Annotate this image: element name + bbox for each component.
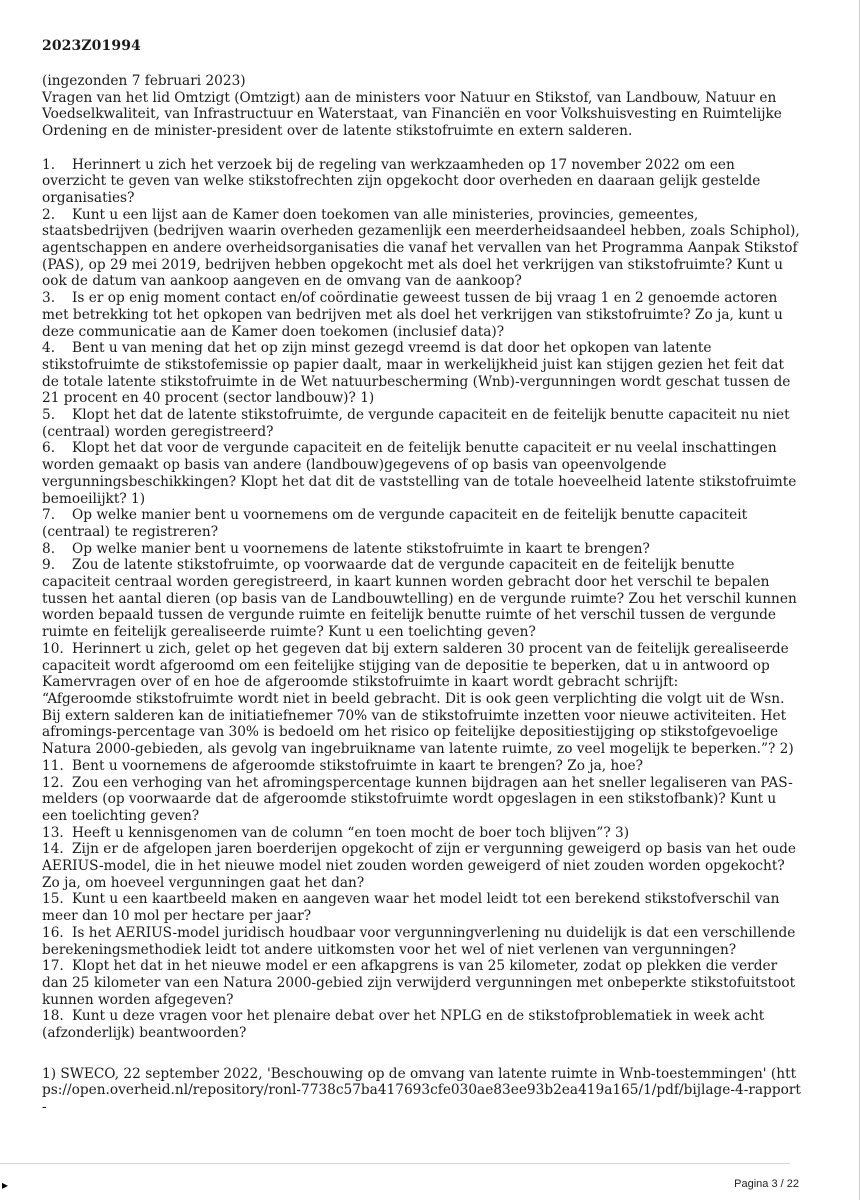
question-item xyxy=(42,758,802,775)
question-item xyxy=(42,825,802,842)
document-body xyxy=(42,73,802,1116)
question-text: Kunt u een lijst aan de Kamer doen toekomen van alle ministeries, provincies, gemeentes, staatsbedrijven (bedrijven waarin overheden gezamenlijk een meerderheidsaandeel hebben, zoals Schiphol), agentschappen en andere overheidsorganisaties die vanaf het vervallen van het Programma Aanpak Stikstof (PAS), op 29 mei 2019, bedrijven hebben opgekocht met als doel het verkrijgen van stikstofruimte? Kunt u ook de datum van aankoop aangeven en de omvang van de aankoop? xyxy=(42,206,800,290)
question-number: 13. xyxy=(42,824,64,841)
question-item xyxy=(42,290,802,340)
question-text: Herinnert u zich, gelet op het gegeven dat bij extern salderen 30 procent van de feitelijk gerealiseerde capaciteit wordt afgeroomd om een feitelijke stijging van de depositie te beperken, dat u in antwoord op Kamervragen over of en hoe de afgeroomde stikstofruimte in kaart wordt gebracht schrijft: xyxy=(42,640,789,691)
question-item xyxy=(42,407,802,440)
question-number: 8. xyxy=(42,540,56,557)
question-text: Bent u voornemens de afgeroomde stikstofruimte in kaart te brengen? Zo ja, hoe? xyxy=(72,757,643,774)
question-number: 5. xyxy=(42,407,56,424)
document-id: 2023Z01994 xyxy=(42,38,141,54)
question-text: Is er op enig moment contact en/of coördinatie geweest tussen de bij vraag 1 en 2 genoemde actoren met betrekking tot het opkopen van bedrijven met als doel het verkrijgen van stikstofruimte? Zo ja, kunt u deze communicatie aan de Kamer doen toekomen (inclusief data)? xyxy=(42,290,783,340)
question-item xyxy=(42,891,802,924)
question-text: Kunt u deze vragen voor het plenaire debat over het NPLG en de stikstofproblematiek in week acht (afzonderlijk) beantwoorden? xyxy=(42,1008,765,1042)
question-text: Zou een verhoging van het afromingspercentage kunnen bijdragen aan het sneller legaliseren van PAS-melders (op voorwaarde dat de afgeroomde stikstofruimte wordt opgeslagen in een stikstofbank)? Kunt u een toelichting geven? xyxy=(42,774,793,824)
question-text: Zijn er de afgelopen jaren boerderijen opgekocht of zijn er vergunning geweigerd op basis van het oude AERIUS-model, die in het nieuwe model niet zouden worden geweigerd of niet zouden worden opgekocht? Zo ja, om hoeveel vergunningen gaat het dan? xyxy=(42,841,797,891)
question-text: Klopt het dat de latente stikstofruimte, de vergunde capaciteit en de feitelijk benutte capaciteit nu niet (centraal) worden geregistreerd? xyxy=(42,407,790,440)
question-number: 7. xyxy=(42,507,56,524)
question-number: 3. xyxy=(42,290,56,307)
question-item xyxy=(42,841,802,891)
question-list xyxy=(42,157,802,1042)
question-number: 17. xyxy=(42,958,64,975)
question-text: Is het AERIUS-model juridisch houdbaar voor vergunningverlening nu duidelijk is dat een verschillende berekeningsmethodiek leidt tot andere uitkomsten voor het wel of niet verlenen van vergunningen? xyxy=(42,924,796,958)
submitted-date: (ingezonden 7 februari 2023) xyxy=(42,73,246,89)
question-number: 9. xyxy=(42,557,56,574)
question-text: Kunt u een kaartbeeld maken en aangeven waar het model leidt tot een berekend stikstofverschil van meer dan 10 mol per hectare per jaar? xyxy=(42,891,780,925)
question-number: 10. xyxy=(42,640,64,657)
question-text: Op welke manier bent u voornemens de latente stikstofruimte in kaart te brengen? xyxy=(72,540,650,557)
question-text: Klopt het dat in het nieuwe model er een afkapgrens is van 25 kilometer, zodat op plekken die verder dan 25 kilometer van een Natura 2000-gebied zijn verwijderd vergunningen met onbeperkte stikstofuitstoot kunnen worden afgegeven? xyxy=(42,958,796,1008)
question-number: 6. xyxy=(42,440,56,457)
question-item xyxy=(42,541,802,558)
question-item xyxy=(42,958,802,1008)
quoted-answer: “Afgeroomde stikstofruimte wordt niet in beeld gebracht. Dit is ook geen verplichting die volgt uit de Wsn. Bij extern salderen kan de initiatiefnemer 70% van de stikstofruimte inzetten voor nieuwe activiteiten. Het afromings-percentage van 30% is bedoeld om het risico op feitelijke depositiestijging op stikstofgevoelige Natura 2000-gebieden, als gevolg van ingebruikname van latente ruimte, zo veel mogelijk te beperken.”? 2) xyxy=(42,691,794,758)
question-number: 18. xyxy=(42,1008,64,1025)
question-item xyxy=(42,1008,802,1041)
question-number: 15. xyxy=(42,891,64,908)
question-number: 16. xyxy=(42,924,64,941)
question-text: Zou de latente stikstofruimte, op voorwaarde dat de vergunde capaciteit en de feitelijk benutte capaciteit centraal worden geregistreerd, in kaart kunnen worden gebracht door het verschil te bepalen tussen het aantal dieren (op basis van de Landbouwtelling) en de vergunde ruimte? Zou het verschil kunnen worden bepaald tussen de vergunde ruimte en feitelijk benutte ruimte of het verschil tussen de vergunde ruimte en feitelijk gerealiseerde ruimte? Kunt u een toelichting geven? xyxy=(42,557,797,641)
question-item xyxy=(42,440,802,507)
page-indicator: Pagina 3 / 22 xyxy=(734,1178,799,1190)
question-number: 1. xyxy=(42,156,56,173)
question-number: 12. xyxy=(42,774,64,791)
question-item xyxy=(42,340,802,407)
question-item xyxy=(42,641,802,691)
question-number: 14. xyxy=(42,841,64,858)
question-item xyxy=(42,157,802,207)
question-item xyxy=(42,207,802,291)
question-item xyxy=(42,507,802,540)
question-item xyxy=(42,775,802,825)
question-text: Herinnert u zich het verzoek bij de regeling van werkzaamheden op 17 november 2022 om een overzicht te geven van welke stikstofrechten zijn opgekocht door overheden en daaraan gelijk gestelde organisaties? xyxy=(42,156,761,206)
question-text: Klopt het dat voor de vergunde capaciteit en de feitelijk benutte capaciteit er nu veelal inschattingen worden gemaakt op basis van andere (landbouw)gegevens of op basis van opeenvolgende vergunningsbeschikkingen? Klopt het dat dit de vaststelling van de totale hoeveelheid latente stikstofruimte bemoeilijkt? 1) xyxy=(42,440,797,507)
question-number: 2. xyxy=(42,206,56,223)
question-item xyxy=(42,925,802,958)
question-number: 11. xyxy=(42,757,64,774)
question-text: Bent u van mening dat het op zijn minst gezegd vreemd is dat door het opkopen van latente stikstofruimte de stikstofemissie op papier daalt, maar in werkelijkheid juist kan stijgen gezien het feit dat de totale latente stikstofruimte in de Wet natuurbescherming (Wnb)-vergunningen wordt geschat tussen de 21 procent en 40 procent (sector landbouw)? 1) xyxy=(42,340,791,407)
intro-paragraph: Vragen van het lid Omtzigt (Omtzigt) aan de ministers voor Natuur en Stikstof, van Landbouw, Natuur en Voedselkwaliteit, van Infrastructuur en Waterstaat, van Financiën en voor Volkshuisvesting en Ruimtelijke Ordening en de minister-president over de latente stikstofruimte en extern salderen. xyxy=(42,89,782,140)
question-item xyxy=(42,557,802,641)
question-text: Op welke manier bent u voornemens om de vergunde capaciteit en de feitelijk benutte capaciteit (centraal) te registreren? xyxy=(42,507,748,540)
footer-divider xyxy=(0,1163,790,1164)
footnote: 1) SWECO, 22 september 2022, 'Beschouwing op de omvang van latente ruimte in Wnb-toestemmingen' (https://open.overheid.nl/repository/ronl-7738c57ba417693cfe030ae83ee93b2ea419a165/1/pdf/bijlage-4-rapport- xyxy=(42,1065,801,1116)
question-number: 4. xyxy=(42,340,56,357)
question-text: Heeft u kennisgenomen van de column “en toen mocht de boer toch blijven”? 3) xyxy=(72,824,630,841)
play-arrow-icon[interactable]: ▸ xyxy=(2,1178,9,1192)
